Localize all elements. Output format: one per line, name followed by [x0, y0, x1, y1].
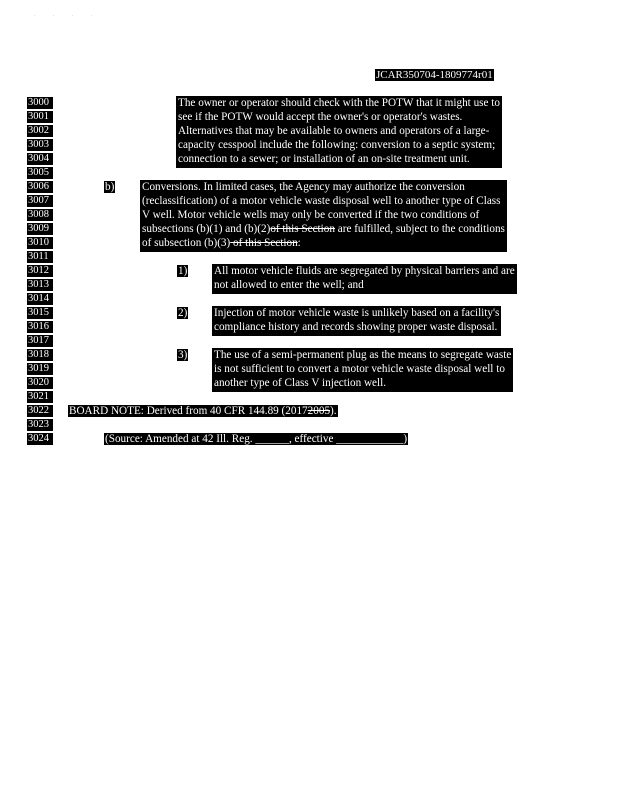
line-number: 3011 — [27, 251, 53, 263]
struck-text: 2005 — [307, 405, 331, 417]
paragraph-line: Conversions. In limited cases, the Agency may authorize the conversion — [142, 181, 465, 193]
paragraph-line: All motor vehicle fluids are segregated by physical barriers and are — [214, 265, 515, 277]
paragraph-line: compliance history and records showing proper waste disposal. — [214, 320, 498, 333]
source-note: (Source: Amended at 42 Ill. Reg. ______, effective ____________) — [105, 433, 408, 445]
line-number: 3012 — [27, 265, 53, 277]
struck-text: of this Section — [230, 236, 298, 249]
line-number: 3021 — [27, 391, 53, 403]
paragraph-line: The owner or operator should check with the POTW that it might use to — [178, 97, 500, 109]
paragraph-line: not allowed to enter the well; and — [214, 278, 364, 291]
potw-paragraph — [176, 96, 502, 168]
subsection-b-text — [140, 180, 507, 252]
line-number: 3020 — [27, 377, 53, 389]
paragraph-line: connection to a sewer; or installation of an on-site treatment unit. — [178, 152, 470, 165]
item-1-text — [212, 264, 517, 294]
line-number: 3010 — [27, 237, 53, 249]
line-number: 3001 — [27, 111, 53, 123]
line-number: 3015 — [27, 307, 53, 319]
scan-specks: · · · · — [34, 14, 101, 19]
paragraph-line: Alternatives that may be available to owners and operators of a large- — [178, 124, 490, 137]
line-number: 3004 — [27, 153, 53, 165]
paragraph-line: subsections (b)(1) and (b)(2)of this Section are fulfilled, subject to the conditions — [142, 222, 505, 235]
paragraph-line: The use of a semi-permanent plug as the means to segregate waste — [214, 349, 512, 361]
line-number: 3006 — [27, 181, 53, 193]
line-number: 3013 — [27, 279, 53, 291]
item-3-text — [212, 348, 513, 392]
line-number: 3000 — [27, 97, 53, 109]
subsection-b-label: b) — [105, 181, 115, 193]
line-number: 3002 — [27, 125, 53, 137]
board-note: BOARD NOTE: Derived from 40 CFR 144.89 (20172005). — [69, 405, 337, 417]
paragraph-line: of subsection (b)(3) of this Section: — [142, 236, 301, 249]
struck-text: of this Section — [270, 222, 335, 235]
document-id: JCAR350704-1809774r01 — [376, 69, 493, 81]
item-2-label: 2) — [178, 307, 188, 319]
line-number: 3014 — [27, 293, 53, 305]
item-1-label: 1) — [178, 265, 188, 277]
paragraph-line: (reclassification) of a motor vehicle waste disposal well to another type of Class — [142, 194, 501, 207]
item-3-label: 3) — [178, 349, 188, 361]
paragraph-line: V well. Motor vehicle wells may only be converted if the two conditions of — [142, 208, 480, 221]
paragraph-line: capacity cesspool include the following: conversion to a septic system; — [178, 138, 496, 151]
line-number: 3018 — [27, 349, 53, 361]
paragraph-line: is not sufficient to convert a motor vehicle waste disposal well to — [214, 362, 505, 375]
line-number: 3007 — [27, 195, 53, 207]
line-number: 3024 — [27, 433, 53, 445]
line-number: 3003 — [27, 139, 53, 151]
paragraph-line: Injection of motor vehicle waste is unlikely based on a facility's — [214, 307, 500, 319]
line-number: 3023 — [27, 419, 53, 431]
line-number: 3017 — [27, 335, 53, 347]
paragraph-line: another type of Class V injection well. — [214, 376, 387, 389]
line-number: 3008 — [27, 209, 53, 221]
line-number: 3019 — [27, 363, 53, 375]
paragraph-line: see if the POTW would accept the owner's or operator's wastes. — [178, 110, 463, 123]
line-number: 3016 — [27, 321, 53, 333]
item-2-text — [212, 306, 501, 336]
line-number: 3022 — [27, 405, 53, 417]
line-number: 3005 — [27, 167, 53, 179]
line-number: 3009 — [27, 223, 53, 235]
